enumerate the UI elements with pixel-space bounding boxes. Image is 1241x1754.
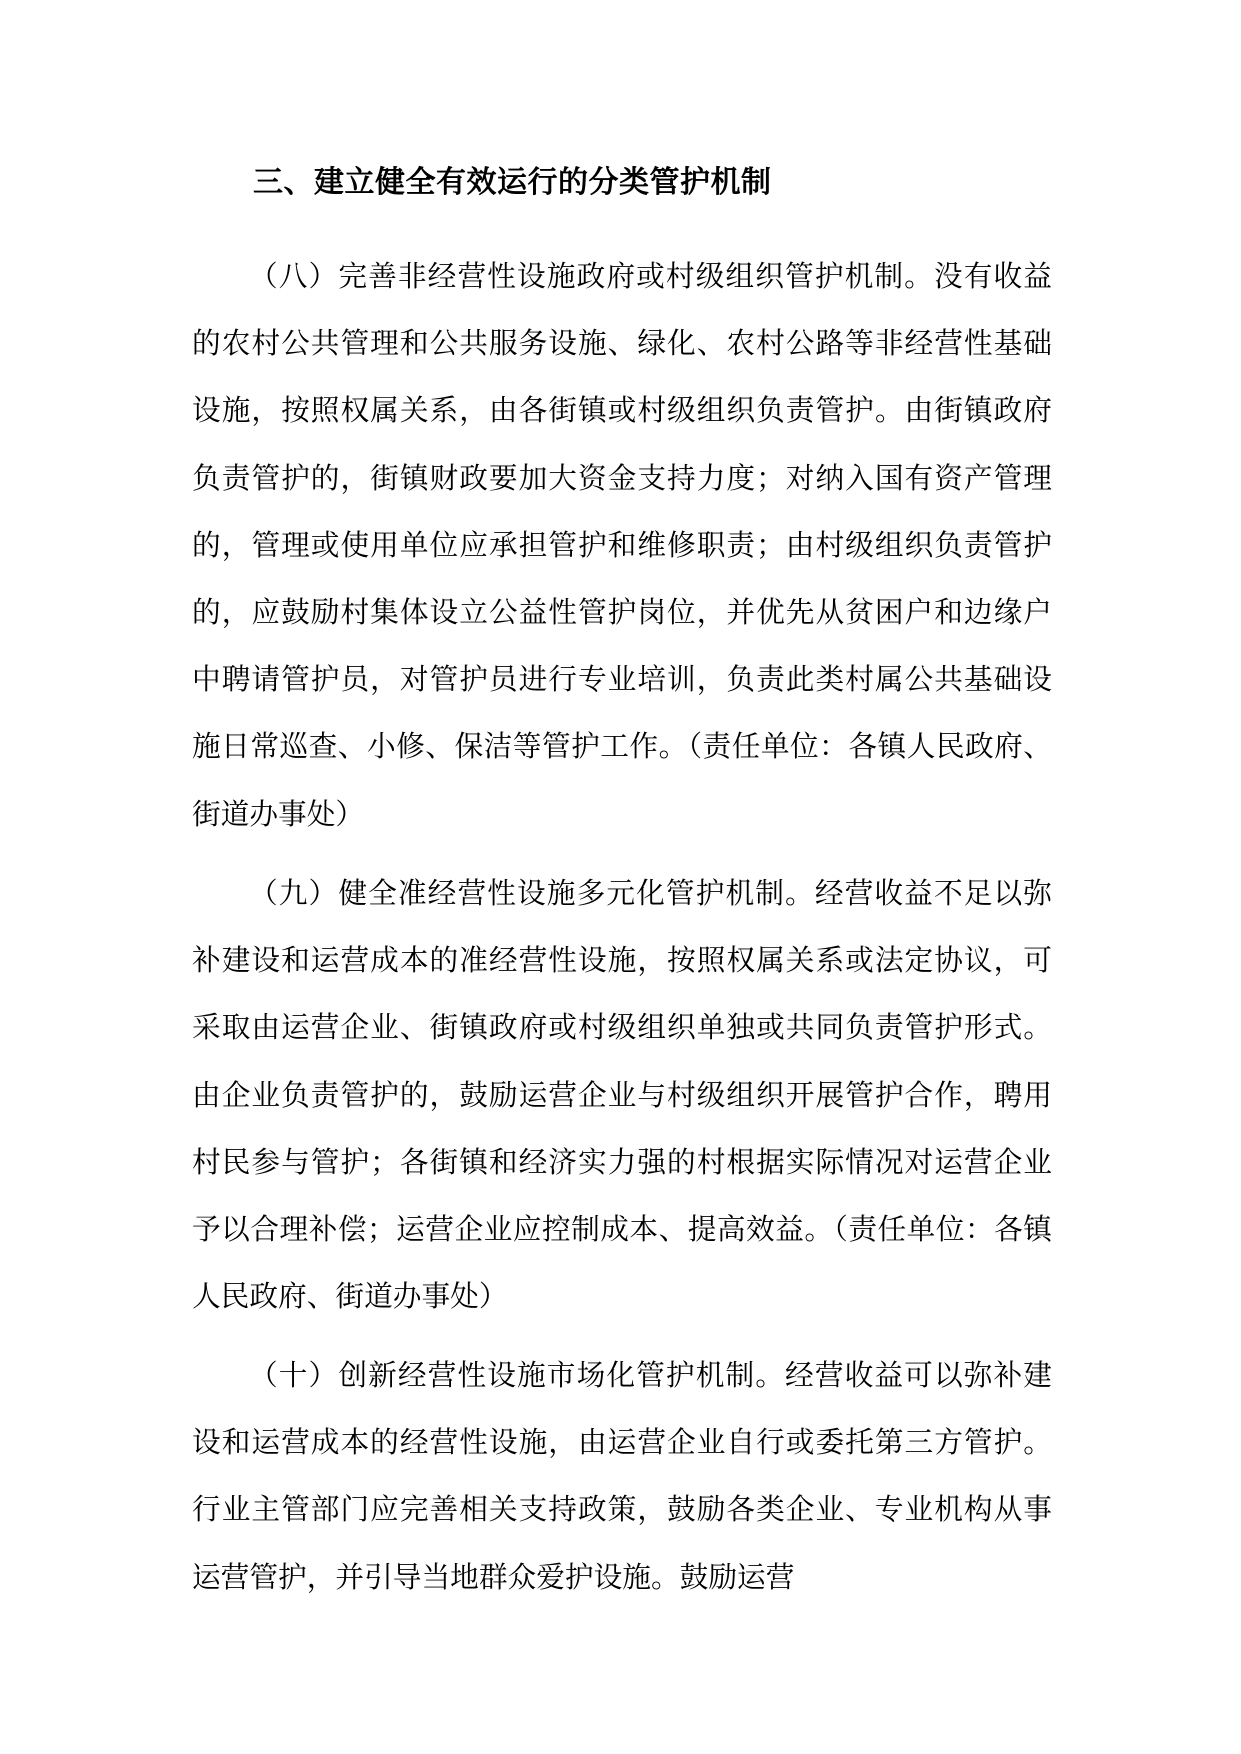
paragraph-8-non-operating-facilities: （八）完善非经营性设施政府或村级组织管护机制。没有收益的农村公共管理和公共服务设施、绿化、农村公路等非经营性基础设施，按照权属关系，由各街镇或村级组织负责管护。由街镇政府负责管护的，街镇财政要加大资金支持力度；对纳入国有资产管理的，管理或使用单位应承担管护和维修职责；由村级组织负责管护的，应鼓励村集体设立公益性管护岗位，并优先从贫困户和边缘户中聘请管护员，对管护员进行专业培训，负责此类村属公共基础设施日常巡查、小修、保洁等管护工作。（责任单位：各镇人民政府、街道办事处）: [192, 259, 1052, 831]
section-heading: 三、建立健全有效运行的分类管护机制: [253, 165, 772, 200]
paragraph-9-quasi-operating-facilities: （九）健全准经营性设施多元化管护机制。经营收益不足以弥补建设和运营成本的准经营性设施，按照权属关系或法定协议，可采取由运营企业、街镇政府或村级组织单独或共同负责管护形式。由企业负责管护的，鼓励运营企业与村级组织开展管护合作，聘用村民参与管护；各街镇和经济实力强的村根据实际情况对运营企业予以合理补偿；运营企业应控制成本、提高效益。（责任单位：各镇人民政府、街道办事处）: [192, 876, 1052, 1314]
paragraph-10-operating-facilities: （十）创新经营性设施市场化管护机制。经营收益可以弥补建设和运营成本的经营性设施，由运营企业自行或委托第三方管护。行业主管部门应完善相关支持政策，鼓励各类企业、专业机构从事运营管护，并引导当地群众爱护设施。鼓励运营: [192, 1358, 1052, 1594]
